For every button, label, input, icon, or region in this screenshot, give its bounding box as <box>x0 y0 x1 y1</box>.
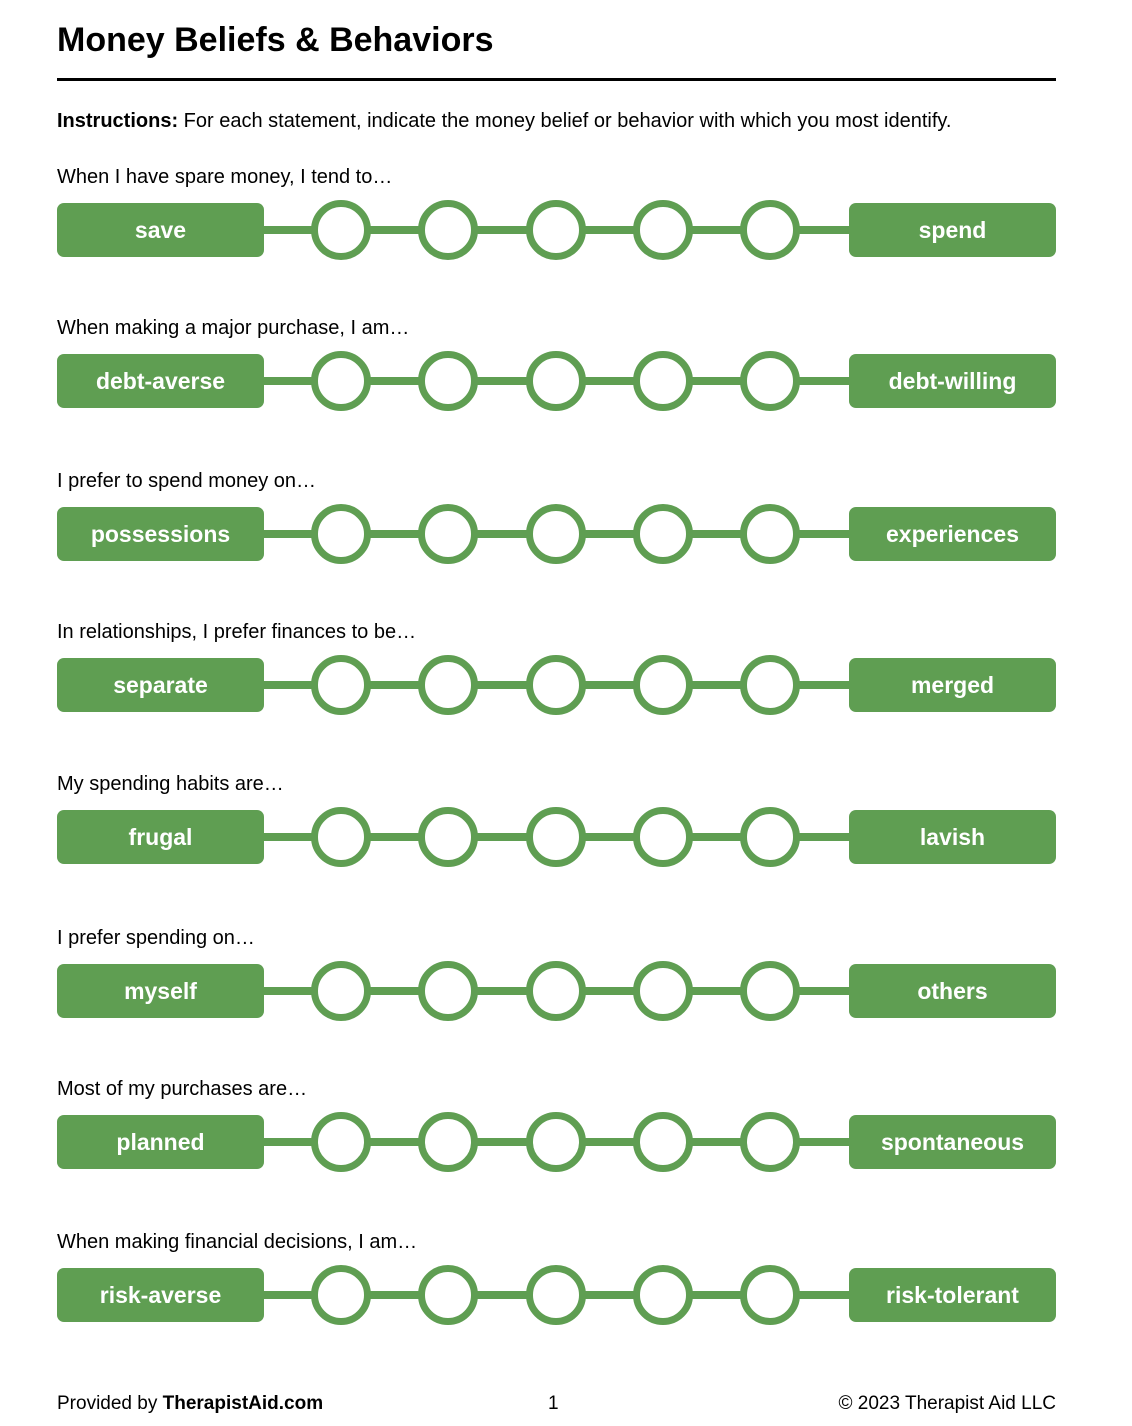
rating-scale <box>57 653 1056 717</box>
footer-brand: TherapistAid.com <box>162 1393 324 1414</box>
page-footer <box>57 1391 1056 1417</box>
statement-item-3 <box>0 468 1132 598</box>
scale-option-5[interactable] <box>740 504 800 564</box>
scale-option-1[interactable] <box>311 807 371 867</box>
statement-item-5 <box>0 771 1132 901</box>
scale-option-3[interactable] <box>526 961 586 1021</box>
scale-option-5[interactable] <box>740 655 800 715</box>
scale-option-1[interactable] <box>311 1265 371 1325</box>
scale-option-1[interactable] <box>311 655 371 715</box>
scale-option-4[interactable] <box>633 200 693 260</box>
rating-scale <box>57 502 1056 566</box>
scale-option-4[interactable] <box>633 351 693 411</box>
instructions-label: Instructions: <box>57 110 179 132</box>
scale-option-1[interactable] <box>311 1112 371 1172</box>
statement-item-6 <box>0 925 1132 1055</box>
statement-prompt: I prefer to spend money on… <box>57 470 317 492</box>
statement-item-1 <box>0 164 1132 294</box>
rating-scale <box>57 805 1056 869</box>
scale-option-1[interactable] <box>311 351 371 411</box>
statement-item-8 <box>0 1229 1132 1359</box>
scale-right-anchor: others <box>849 964 1056 1018</box>
rating-scale <box>57 1263 1056 1327</box>
scale-option-2[interactable] <box>418 1112 478 1172</box>
scale-option-3[interactable] <box>526 200 586 260</box>
footer-provided-prefix: Provided by <box>57 1393 163 1414</box>
scale-left-anchor: save <box>57 203 264 257</box>
footer-copyright: © 2023 Therapist Aid LLC <box>838 1393 1056 1414</box>
statement-item-2 <box>0 315 1132 445</box>
statement-prompt: I prefer spending on… <box>57 927 255 949</box>
statement-prompt: In relationships, I prefer finances to be… <box>57 621 417 643</box>
statement-prompt: My spending habits are… <box>57 773 284 795</box>
scale-option-1[interactable] <box>311 200 371 260</box>
scale-option-1[interactable] <box>311 504 371 564</box>
scale-option-5[interactable] <box>740 961 800 1021</box>
instructions <box>57 108 951 134</box>
scale-option-3[interactable] <box>526 655 586 715</box>
scale-option-5[interactable] <box>740 1112 800 1172</box>
scale-option-2[interactable] <box>418 961 478 1021</box>
footer-provided-by <box>57 1391 323 1417</box>
scale-option-4[interactable] <box>633 504 693 564</box>
scale-right-anchor: debt-willing <box>849 354 1056 408</box>
scale-option-3[interactable] <box>526 1265 586 1325</box>
scale-right-anchor: spontaneous <box>849 1115 1056 1169</box>
scale-left-anchor: myself <box>57 964 264 1018</box>
scale-option-5[interactable] <box>740 200 800 260</box>
scale-option-2[interactable] <box>418 807 478 867</box>
scale-option-3[interactable] <box>526 1112 586 1172</box>
scale-option-4[interactable] <box>633 1112 693 1172</box>
scale-right-anchor: spend <box>849 203 1056 257</box>
scale-option-2[interactable] <box>418 504 478 564</box>
scale-option-1[interactable] <box>311 961 371 1021</box>
scale-left-anchor: possessions <box>57 507 264 561</box>
scale-option-5[interactable] <box>740 807 800 867</box>
scale-option-4[interactable] <box>633 807 693 867</box>
statement-item-4 <box>0 619 1132 749</box>
scale-option-4[interactable] <box>633 961 693 1021</box>
scale-option-4[interactable] <box>633 655 693 715</box>
scale-option-2[interactable] <box>418 1265 478 1325</box>
scale-right-anchor: risk-tolerant <box>849 1268 1056 1322</box>
statement-prompt: When making financial decisions, I am… <box>57 1231 418 1253</box>
footer-page-number: 1 <box>548 1393 559 1414</box>
scale-option-3[interactable] <box>526 351 586 411</box>
scale-left-anchor: risk-averse <box>57 1268 264 1322</box>
scale-right-anchor: merged <box>849 658 1056 712</box>
rating-scale <box>57 198 1056 262</box>
scale-right-anchor: lavish <box>849 810 1056 864</box>
scale-option-3[interactable] <box>526 504 586 564</box>
statement-prompt: When making a major purchase, I am… <box>57 317 410 339</box>
statement-prompt: Most of my purchases are… <box>57 1078 308 1100</box>
page-title: Money Beliefs & Behaviors <box>57 21 494 59</box>
scale-right-anchor: experiences <box>849 507 1056 561</box>
rating-scale <box>57 1110 1056 1174</box>
scale-option-3[interactable] <box>526 807 586 867</box>
statement-prompt: When I have spare money, I tend to… <box>57 166 393 188</box>
scale-option-2[interactable] <box>418 655 478 715</box>
scale-option-5[interactable] <box>740 1265 800 1325</box>
scale-option-5[interactable] <box>740 351 800 411</box>
instructions-text: For each statement, indicate the money belief or behavior with which you most identify. <box>178 110 952 132</box>
scale-left-anchor: planned <box>57 1115 264 1169</box>
rating-scale <box>57 349 1056 413</box>
scale-left-anchor: frugal <box>57 810 264 864</box>
scale-option-4[interactable] <box>633 1265 693 1325</box>
rating-scale <box>57 959 1056 1023</box>
scale-left-anchor: separate <box>57 658 264 712</box>
title-divider <box>57 78 1056 81</box>
scale-option-2[interactable] <box>418 351 478 411</box>
scale-left-anchor: debt-averse <box>57 354 264 408</box>
scale-option-2[interactable] <box>418 200 478 260</box>
statement-item-7 <box>0 1076 1132 1206</box>
